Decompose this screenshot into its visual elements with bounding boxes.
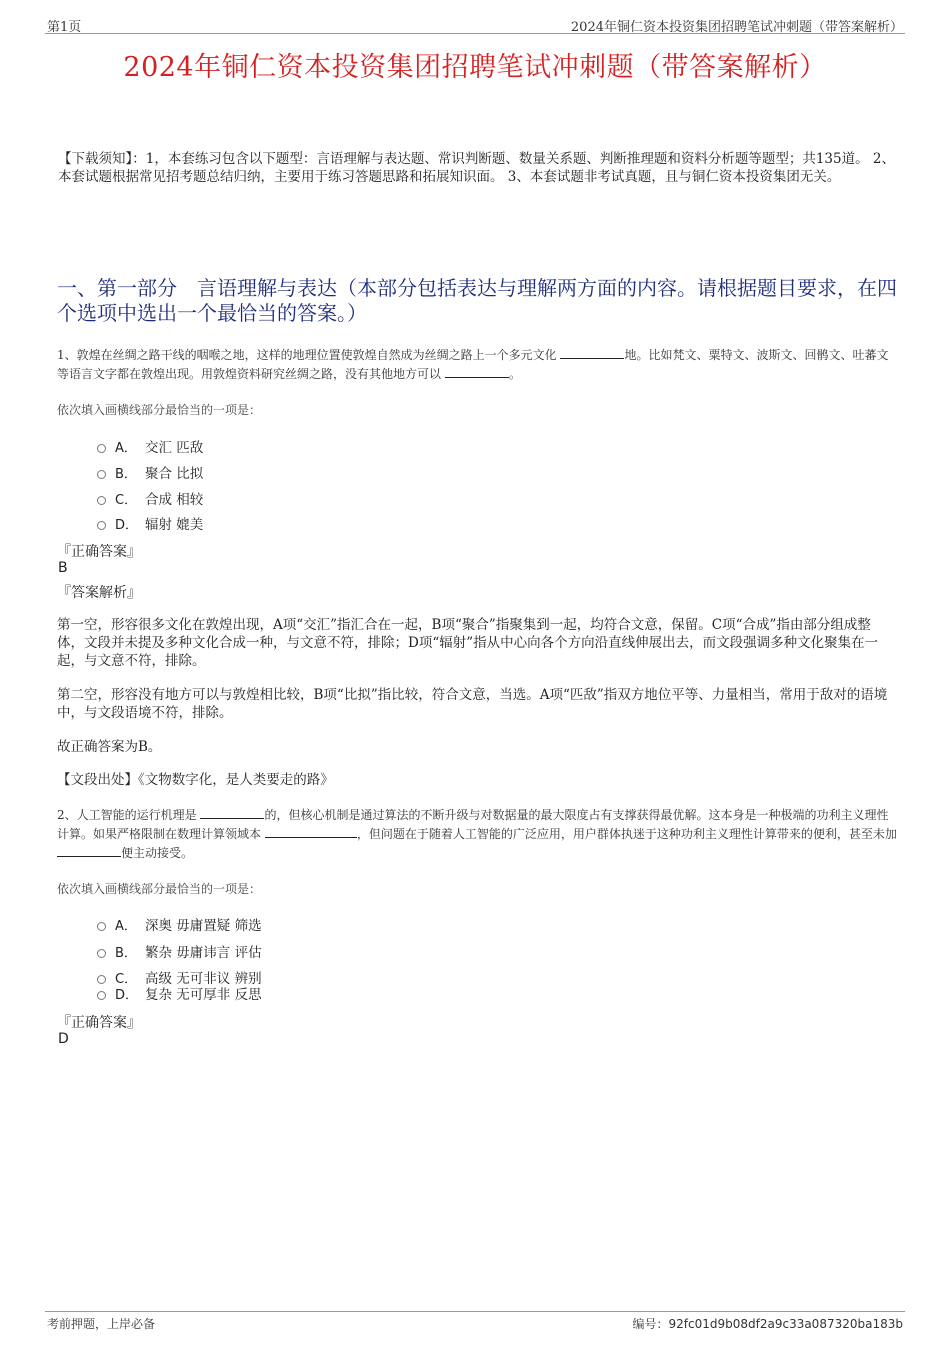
question-1-option-d[interactable]: D． 辐射 媲美 [97,513,203,533]
radio-icon[interactable] [97,922,106,931]
question-1-option-b[interactable]: B． 聚合 比拟 [97,462,203,482]
header-divider [45,33,905,34]
blank-line [200,806,264,819]
radio-icon[interactable] [97,444,106,453]
question-2-option-c[interactable]: C． 高级 无可非议 辨别 [97,967,262,987]
analysis-paragraph-1: 第一空，形容很多文化在敦煌出现，A项“交汇”指汇合在一起，B项“聚合”指聚集到一起，均符合文意，保留。C项“合成”指由部分组成整体，文段并未提及多种文化合成一种，与文意不符，排除；D项“辐射”指从中心向各个方向沿直线伸展出去，而文段强调多种文化聚集在一起，与文意不符，排除。 [57,617,879,669]
radio-icon[interactable] [97,496,106,505]
blank-line [560,346,624,359]
question-1-prompt: 依次填入画横线部分最恰当的一项是： [57,403,262,417]
radio-icon[interactable] [97,991,106,1000]
document-code: 编号：92fc01d9b08df2a9c33a087320ba183b [632,1317,903,1331]
question-2-stem: 2、人工智能的运行机理是 的，但核心机制是通过算法的不断升级与对数据量的最大限度占有支撑获得最优解。这本身是一种极端的功利主义理性计算。如果严格限制在数理计算领域本 ，但问题在于随着人工智能的广泛应用，用户群体执迷于这种功利主义理性计算带来的便利，甚至未加 便主动接受。 [57,808,897,860]
download-notice: 【下载须知】：1，本套练习包含以下题型：言语理解与表达题、常识判断题、数量关系题、判断推理题和资料分析题等题型；共135道。 2、本套试题根据常见招考题总结归纳，主要用于练习答题思路和拓展知识面。 3、本套试题非考试真题，且与铜仁资本投资集团无关。 [58,151,895,185]
section-heading: 一、第一部分 言语理解与表达（本部分包括表达与理解两方面的内容。请根据题目要求，在四个选项中选出一个最恰当的答案。） [57,276,897,325]
analysis-label: 『答案解析』 [57,585,141,601]
radio-icon[interactable] [97,470,106,479]
answer-label: 『正确答案』 [57,544,141,560]
running-header-title: 2024年铜仁资本投资集团招聘笔试冲刺题（带答案解析） [570,20,903,35]
blank-line [265,825,357,838]
question-1-option-a[interactable]: A． 交汇 匹敌 [97,436,203,456]
question-2-prompt: 依次填入画横线部分最恰当的一项是： [57,882,262,896]
blank-line [445,365,509,378]
page-number: 第1页 [47,20,82,35]
document-title: 2024年铜仁资本投资集团招聘笔试冲刺题（带答案解析） [123,52,827,83]
analysis-paragraph-2: 第二空，形容没有地方可以与敦煌相比较，B项“比拟”指比较，符合文意，当选。A项“匹敌”指双方地位平等、力量相当，常用于敌对的语境中，与文段语境不符，排除。 [57,687,888,721]
footer-slogan: 考前押题，上岸必备 [47,1317,156,1331]
radio-icon[interactable] [97,949,106,958]
blank-line [57,844,121,857]
question-2-option-a[interactable]: A． 深奥 毋庸置疑 筛选 [97,914,262,934]
question-2-option-d[interactable]: D． 复杂 无可厚非 反思 [97,983,262,1003]
question-1-stem: 1、敦煌在丝绸之路干线的咽喉之地，这样的地理位置使敦煌自然成为丝绸之路上一个多元文化 地。比如梵文、粟特文、波斯文、回鹘文、吐蕃文等语言文字都在敦煌出现。用敦煌资料研究丝绸之路，没有其他地方可以 。 [57,348,889,381]
analysis-conclusion: 故正确答案为B。 [57,739,162,755]
answer-value: B [58,560,68,576]
radio-icon[interactable] [97,521,106,530]
question-1-option-c[interactable]: C． 合成 相较 [97,488,203,508]
answer-label: 『正确答案』 [57,1015,141,1031]
footer-divider [45,1311,905,1312]
answer-value: D [58,1031,69,1047]
source-note: 【文段出处】《文物数字化，是人类要走的路》 [57,772,334,788]
question-2-option-b[interactable]: B． 繁杂 毋庸讳言 评估 [97,941,262,961]
